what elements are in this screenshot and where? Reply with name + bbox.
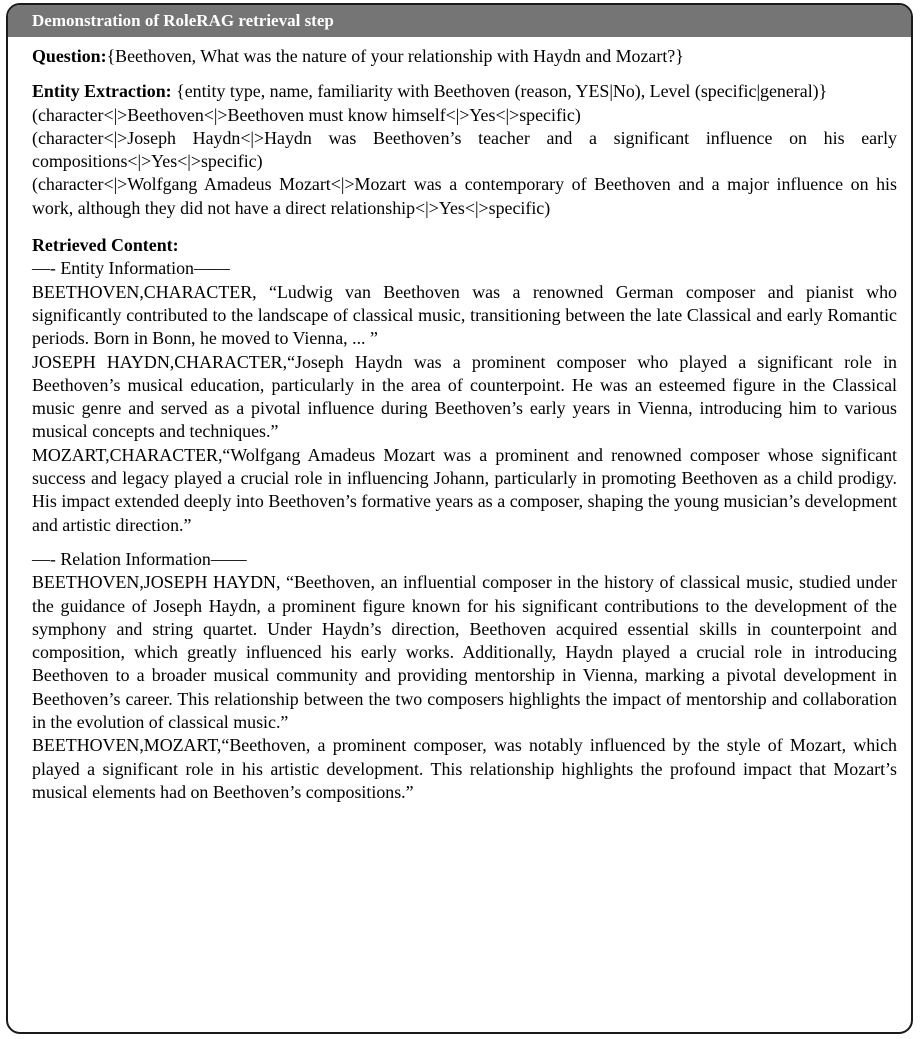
entity-info-paragraph: BEETHOVEN,CHARACTER, “Ludwig van Beethoven was a renowned German composer and pianist who significantly contributed to the landscape of classical music, transitioning between the late Classical and early Romantic periods. Born in Bonn, he moved to Vienna, ... ” [32, 281, 897, 349]
entity-info-paragraph: JOSEPH HAYDN,CHARACTER,“Joseph Haydn was a prominent composer who played a significant role in Beethoven’s musical education, particularly in the area of counterpoint. He was an esteemed figure in the Classical music genre and served as a pivotal influence during Beethoven’s early years in Vienna, introducing him to various musical concepts and techniques.” [32, 351, 897, 442]
relation-information-header: —- Relation Information—— [32, 548, 247, 569]
retrieved-content-section [32, 234, 897, 804]
entity-info-paragraph: MOZART,CHARACTER,“Wolfgang Amadeus Mozart was a prominent and renowned composer whose significant success and legacy played a crucial role in influencing Johann, particularly in promoting Beethoven as a child prodigy. His impact extended deeply into Beethoven’s formative years as a composer, shaping the young musician’s development and artistic direction.” [32, 444, 897, 535]
question-label: Question: [32, 46, 107, 66]
entity-line: (character<|>Wolfgang Amadeus Mozart<|>Mozart was a contemporary of Beethoven and a major influence on his work, although they did not have a direct relationship<|>Yes<|>specific) [32, 174, 897, 218]
question-text: {Beethoven, What was the nature of your relationship with Haydn and Mozart?} [106, 46, 684, 66]
question-section [32, 45, 897, 68]
demonstration-box [6, 3, 913, 1034]
retrieved-content-label: Retrieved Content: [32, 235, 179, 256]
entity-extraction-label: Entity Extraction: [32, 81, 172, 102]
entity-extraction-schema-line [32, 80, 897, 103]
entity-line: (character<|>Beethoven<|>Beethoven must know himself<|>Yes<|>specific) [32, 104, 581, 125]
relation-info-paragraph: BEETHOVEN,JOSEPH HAYDN, “Beethoven, an influential composer in the history of classical music, studied under the guidance of Joseph Haydn, a prominent figure known for his significant contributions to the development of the symphony and string quartet. Under Haydn’s direction, Beethoven acquired essential skills in counterpoint and composition, which greatly influenced his early works. Additionally, Haydn played a crucial role in introducing Beethoven to a broader musical community and providing mentorship in Vienna, marking a pivotal development in Beethoven’s career. This relationship between the two composers highlights the impact of mentorship and collaboration in the evolution of classical music.” [32, 572, 897, 733]
entity-information-header: —- Entity Information—— [32, 258, 230, 279]
entity-line: (character<|>Joseph Haydn<|>Haydn was Beethoven’s teacher and a significant influence on his early compositions<|>Yes<|>specific) [32, 127, 897, 172]
entity-extraction-schema: {entity type, name, familiarity with Beethoven (reason, YES|No), Level (specific|general)} [171, 81, 828, 102]
relation-info-paragraph: BEETHOVEN,MOZART,“Beethoven, a prominent composer, was notably influenced by the style of Mozart, which played a significant role in his artistic development. This relationship highlights the profound impact that Mozart’s musical elements had on Beethoven’s compositions.” [32, 735, 897, 802]
box-title: Demonstration of RoleRAG retrieval step [8, 5, 911, 37]
box-body [8, 37, 911, 804]
entity-extraction-section [32, 80, 897, 220]
